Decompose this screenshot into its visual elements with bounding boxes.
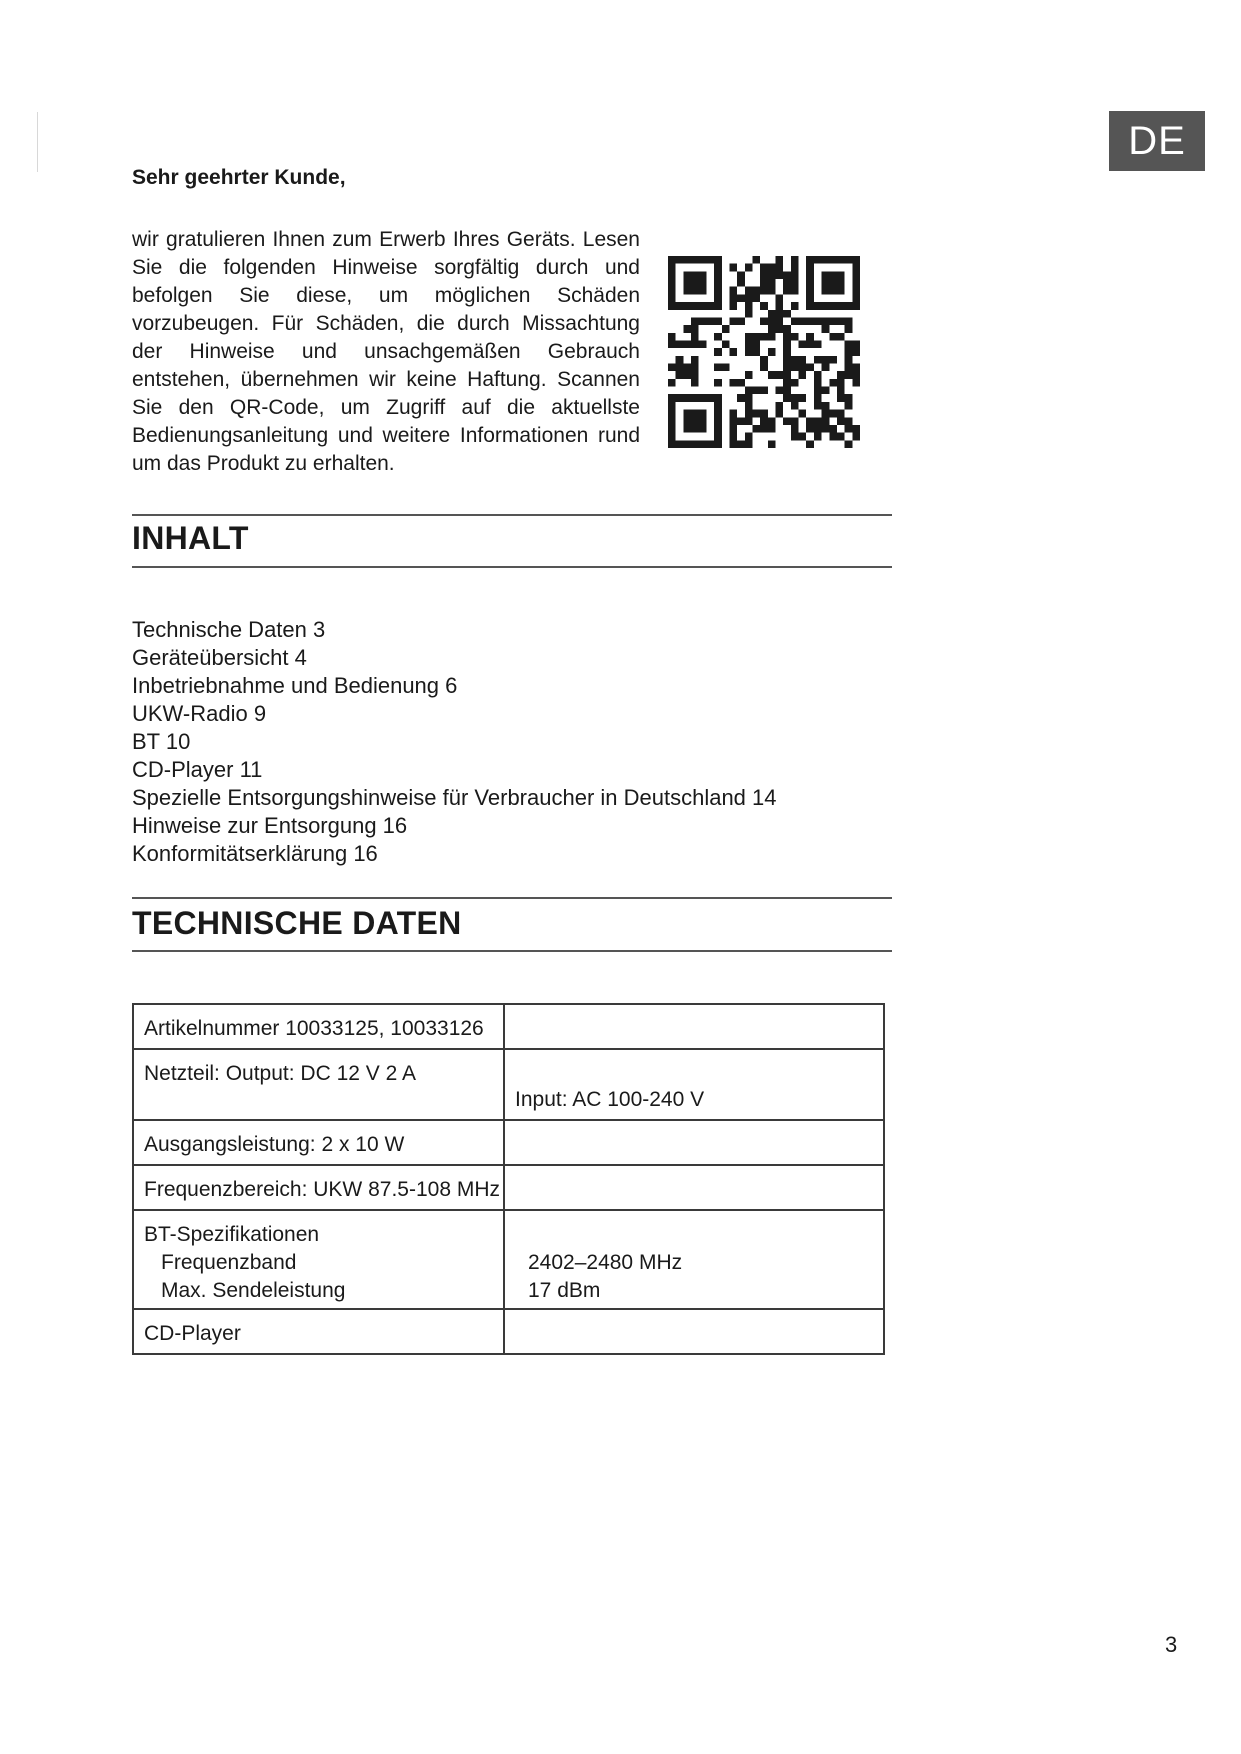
qr-module [852, 371, 860, 379]
qr-module [776, 402, 784, 410]
qr-module [791, 287, 799, 295]
qr-module [760, 387, 768, 395]
qr-module [791, 402, 799, 410]
qr-module [822, 325, 830, 333]
table-cell: Artikelnummer 10033125, 10033126 [133, 1004, 504, 1049]
qr-module [852, 425, 860, 433]
qr-module [691, 379, 699, 387]
qr-module [676, 371, 684, 379]
table-cell: CD-Player [133, 1309, 504, 1354]
qr-module [768, 348, 776, 356]
table-cell [504, 1210, 884, 1309]
qr-module [852, 348, 860, 356]
qr-module [845, 325, 853, 333]
qr-module [745, 371, 753, 379]
specs-table [132, 1003, 885, 1355]
qr-module [745, 294, 753, 302]
qr-module [760, 356, 768, 364]
qr-module [799, 433, 807, 441]
qr-module [745, 264, 753, 272]
bt-band-label: Frequenzband [161, 1251, 297, 1274]
qr-module [691, 340, 699, 348]
qr-module [729, 294, 737, 302]
toc-item[interactable]: Technische Daten 3 [132, 617, 326, 642]
qr-module [791, 425, 799, 433]
table-row [133, 1004, 884, 1049]
qr-module [822, 417, 830, 425]
qr-module [768, 417, 776, 425]
qr-module [768, 333, 776, 341]
qr-finder-top-right [806, 256, 860, 310]
qr-module [745, 387, 753, 395]
qr-module [783, 348, 791, 356]
table-cell: Frequenzbereich: UKW 87.5-108 MHz [133, 1165, 504, 1210]
qr-module [768, 264, 776, 272]
qr-module [783, 364, 791, 372]
qr-module [806, 317, 814, 325]
qr-module [852, 433, 860, 441]
bt-band-value: 2402–2480 MHz [528, 1251, 683, 1274]
qr-module [729, 433, 737, 441]
qr-module [737, 317, 745, 325]
qr-module [683, 371, 691, 379]
qr-module [752, 333, 760, 341]
table-row [133, 1309, 884, 1354]
qr-module [737, 379, 745, 387]
qr-module [668, 364, 676, 372]
qr-module [776, 264, 784, 272]
qr-module [806, 417, 814, 425]
qr-module [783, 287, 791, 295]
qr-module [783, 340, 791, 348]
qr-module [791, 279, 799, 287]
table-cell [504, 1309, 884, 1354]
qr-module [691, 371, 699, 379]
qr-module [814, 433, 822, 441]
qr-module [776, 410, 784, 418]
qr-module [776, 310, 784, 318]
qr-module [729, 417, 737, 425]
qr-module [791, 364, 799, 372]
qr-module [814, 379, 822, 387]
qr-module [799, 371, 807, 379]
bt-power-value: 17 dBm [528, 1279, 601, 1302]
qr-module [837, 317, 845, 325]
qr-module [806, 440, 814, 448]
qr-module [829, 379, 837, 387]
qr-module [791, 394, 799, 402]
qr-module [845, 440, 853, 448]
qr-module [845, 402, 853, 410]
qr-module [745, 340, 753, 348]
qr-finder-top-left [668, 256, 722, 310]
qr-module [829, 433, 837, 441]
qr-module [837, 417, 845, 425]
qr-module [845, 348, 853, 356]
qr-module [814, 356, 822, 364]
qr-module [806, 333, 814, 341]
qr-module [776, 317, 784, 325]
qr-module [768, 310, 776, 318]
qr-module [783, 371, 791, 379]
qr-module [845, 340, 853, 348]
qr-module [714, 364, 722, 372]
qr-module [822, 364, 830, 372]
table-cell [133, 1210, 504, 1309]
qr-module [822, 425, 830, 433]
qr-module [760, 302, 768, 310]
qr-module [806, 364, 814, 372]
qr-module [791, 333, 799, 341]
qr-module [783, 417, 791, 425]
language-badge: DE [1109, 111, 1205, 171]
qr-module [729, 317, 737, 325]
toc-item[interactable]: UKW-Radio 9 [132, 701, 267, 726]
qr-module [752, 256, 760, 264]
qr-module [760, 271, 768, 279]
qr-module [845, 317, 853, 325]
qr-module [822, 402, 830, 410]
qr-module [768, 371, 776, 379]
qr-module [806, 425, 814, 433]
divider [132, 950, 892, 952]
specs-heading: TECHNISCHE DATEN [132, 905, 462, 941]
toc-item[interactable]: Geräteübersicht 4 [132, 645, 307, 670]
table-of-contents [132, 616, 777, 868]
qr-module [691, 325, 699, 333]
qr-module [822, 387, 830, 395]
divider [132, 566, 892, 568]
qr-module [745, 333, 753, 341]
qr-module [776, 294, 784, 302]
qr-module [829, 410, 837, 418]
qr-module [845, 394, 853, 402]
qr-module [752, 287, 760, 295]
qr-module [760, 364, 768, 372]
divider [132, 514, 892, 516]
qr-module [745, 417, 753, 425]
qr-module [722, 340, 730, 348]
toc-item[interactable]: BT 10 [132, 729, 191, 754]
qr-module [745, 433, 753, 441]
qr-module [791, 256, 799, 264]
qr-module [852, 364, 860, 372]
qr-module [783, 356, 791, 364]
qr-module [791, 356, 799, 364]
qr-module [745, 394, 753, 402]
qr-module [776, 371, 784, 379]
qr-module [760, 317, 768, 325]
qr-module [745, 410, 753, 418]
toc-item[interactable]: CD-Player 11 [132, 757, 263, 782]
qr-module [791, 433, 799, 441]
qr-module [799, 340, 807, 348]
table-cell [504, 1120, 884, 1165]
qr-module [683, 325, 691, 333]
qr-module [768, 440, 776, 448]
qr-module [752, 294, 760, 302]
table-row [133, 1120, 884, 1165]
qr-module [814, 371, 822, 379]
qr-module [799, 364, 807, 372]
qr-module [806, 340, 814, 348]
qr-module [760, 279, 768, 287]
qr-module [760, 410, 768, 418]
qr-module [783, 310, 791, 318]
qr-module [791, 417, 799, 425]
qr-module [676, 364, 684, 372]
qr-module [760, 264, 768, 272]
toc-item[interactable]: Spezielle Entsorgungshinweise für Verbraucher in Deutschland 14 [132, 785, 777, 810]
qr-module [776, 325, 784, 333]
qr-module [760, 333, 768, 341]
qr-module [729, 425, 737, 433]
qr-module [668, 333, 676, 341]
qr-module [676, 340, 684, 348]
qr-module [799, 394, 807, 402]
qr-module [729, 302, 737, 310]
qr-module [829, 356, 837, 364]
qr-module [714, 317, 722, 325]
qr-module [791, 271, 799, 279]
qr-module [768, 287, 776, 295]
qr-module [760, 417, 768, 425]
qr-module [668, 340, 676, 348]
qr-module [814, 394, 822, 402]
qr-module [845, 425, 853, 433]
qr-module [791, 264, 799, 272]
qr-module [791, 379, 799, 387]
qr-module [783, 279, 791, 287]
qr-module [814, 417, 822, 425]
qr-module [729, 264, 737, 272]
qr-module [799, 317, 807, 325]
qr-module [737, 394, 745, 402]
qr-module [683, 364, 691, 372]
qr-module [745, 310, 753, 318]
qr-module [752, 387, 760, 395]
qr-module [760, 287, 768, 295]
qr-module [845, 356, 853, 364]
qr-module [837, 371, 845, 379]
qr-module [837, 387, 845, 395]
qr-module [737, 440, 745, 448]
qr-module [768, 325, 776, 333]
qr-module [776, 256, 784, 264]
qr-module [668, 379, 676, 387]
qr-module [791, 302, 799, 310]
qr-module [799, 356, 807, 364]
qr-module [752, 425, 760, 433]
qr-module [729, 348, 737, 356]
qr-module [699, 340, 707, 348]
qr-module [814, 425, 822, 433]
qr-module [837, 394, 845, 402]
divider [132, 897, 892, 899]
qr-module [837, 433, 845, 441]
qr-module [683, 340, 691, 348]
table-cell [504, 1004, 884, 1049]
qr-module [745, 287, 753, 295]
qr-module [752, 340, 760, 348]
qr-module [783, 333, 791, 341]
qr-module [691, 333, 699, 341]
qr-module [691, 356, 699, 364]
toc-item[interactable]: Konformitätserklärung 16 [132, 841, 378, 866]
table-cell: Ausgangsleistung: 2 x 10 W [133, 1120, 504, 1165]
qr-module [829, 317, 837, 325]
qr-module [783, 387, 791, 395]
qr-module [783, 379, 791, 387]
qr-module [791, 317, 799, 325]
qr-module [783, 325, 791, 333]
qr-module [691, 364, 699, 372]
qr-module [706, 317, 714, 325]
qr-module [714, 333, 722, 341]
intro-paragraph: wir gratulieren Ihnen zum Erwerb Ihres Geräts. Lesen Sie die folgenden Hinweise sorgfältig durch und befolgen Sie diese, um möglichen Schäden vorzubeugen. Für Schäden, die durch Missachtung der Hinweise und unsachgemäßen Gebrauch entstehen, übernehmen wir keine Haftung. Scannen Sie den QR-Code, um Zugriff auf die aktuellste Bedienungsanleitung und weitere Informationen rund um das Produkt zu erhalten. [132, 228, 640, 475]
qr-module [722, 364, 730, 372]
qr-module [714, 379, 722, 387]
qr-module [691, 317, 699, 325]
qr-module [837, 410, 845, 418]
qr-module [776, 387, 784, 395]
qr-module [837, 379, 845, 387]
bt-title: BT-Spezifikationen [144, 1223, 320, 1246]
qr-finder-bottom-left [668, 394, 722, 448]
page-number: 3 [1165, 1632, 1178, 1657]
qr-module [768, 425, 776, 433]
qr-module [745, 402, 753, 410]
toc-item[interactable]: Inbetriebnahme und Bedienung 6 [132, 673, 458, 698]
qr-module [814, 317, 822, 325]
margin-mark [37, 112, 38, 172]
qr-module [799, 410, 807, 418]
qr-module [829, 425, 837, 433]
qr-module [737, 417, 745, 425]
qr-module [852, 340, 860, 348]
table-cell: Input: AC 100-240 V [504, 1049, 884, 1120]
qr-module [845, 417, 853, 425]
qr-module [729, 287, 737, 295]
qr-module [768, 271, 776, 279]
qr-module [768, 279, 776, 287]
qr-module [837, 333, 845, 341]
qr-module [745, 440, 753, 448]
qr-module [783, 394, 791, 402]
table-row [133, 1210, 884, 1309]
qr-module [814, 387, 822, 395]
qr-module [814, 402, 822, 410]
qr-module [745, 302, 753, 310]
qr-module [845, 364, 853, 372]
qr-module [729, 410, 737, 418]
qr-module [845, 371, 853, 379]
table-row [133, 1165, 884, 1210]
qr-module [760, 425, 768, 433]
qr-code[interactable] [668, 254, 860, 450]
qr-module [752, 410, 760, 418]
contents-heading: INHALT [132, 520, 249, 556]
qr-module [737, 271, 745, 279]
qr-module [852, 379, 860, 387]
qr-module [822, 356, 830, 364]
qr-module [776, 271, 784, 279]
table-cell: Netzteil: Output: DC 12 V 2 A [133, 1049, 504, 1120]
qr-module [729, 440, 737, 448]
qr-module [745, 348, 753, 356]
qr-module [714, 348, 722, 356]
qr-module [737, 279, 745, 287]
qr-module [814, 340, 822, 348]
qr-module [722, 325, 730, 333]
qr-module [676, 356, 684, 364]
qr-module [752, 348, 760, 356]
toc-item[interactable]: Hinweise zur Entsorgung 16 [132, 813, 408, 838]
qr-module [729, 379, 737, 387]
qr-module [822, 410, 830, 418]
qr-module [829, 333, 837, 341]
qr-module [822, 317, 830, 325]
table-cell [504, 1165, 884, 1210]
qr-module [737, 294, 745, 302]
table-row [133, 1049, 884, 1120]
qr-module [699, 317, 707, 325]
qr-module [783, 271, 791, 279]
qr-module [776, 302, 784, 310]
bt-power-label: Max. Sendeleistung [161, 1279, 346, 1302]
greeting: Sehr geehrter Kunde, [132, 166, 346, 189]
qr-module [768, 317, 776, 325]
